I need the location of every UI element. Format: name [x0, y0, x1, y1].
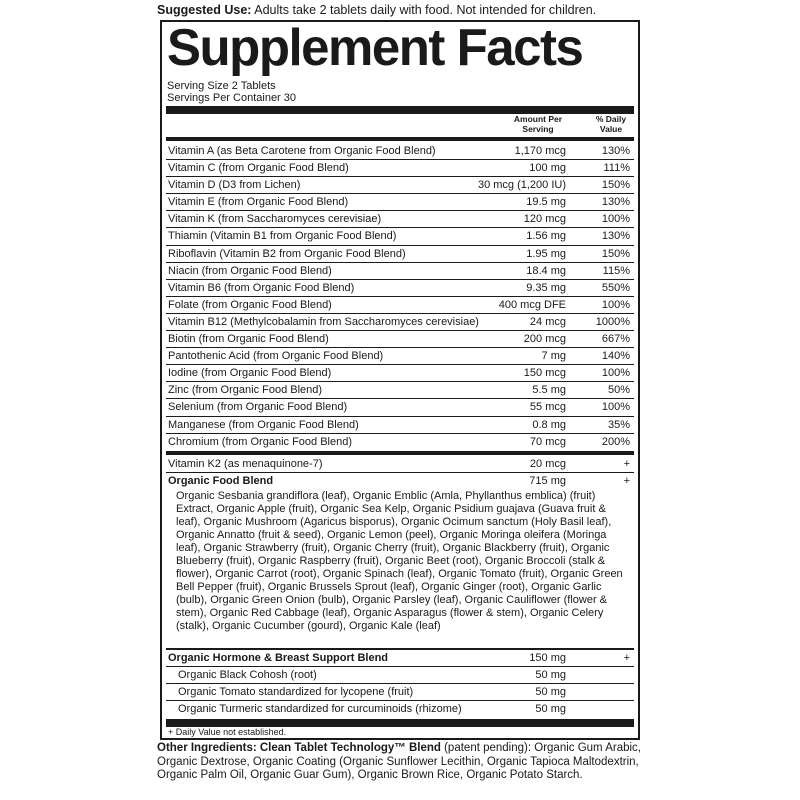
row-amount: 24 mcg — [529, 315, 566, 328]
row-amount: 9.35 mg — [526, 281, 566, 294]
table-row — [166, 701, 634, 718]
row-name: Folate (from Organic Food Blend) — [168, 298, 332, 311]
other-ingredients-text: (patent pending): Organic Gum Arabic, Organic Dextrose, Organic Coating (Organic Sunflower Lecithin, Organic Tapioca Maltodextrin, Organic Palm Oil, Organic Guar Gum), Organic Brown Rice, Organic Potato Starch. — [157, 742, 641, 781]
hormone-items — [166, 667, 634, 718]
row-dv: 130% — [601, 145, 630, 157]
table-row — [166, 348, 634, 365]
row-name: Organic Turmeric standardized for curcuminoids (rhizome) — [178, 703, 462, 716]
row-amount: 50 mg — [535, 669, 566, 682]
row-name: Vitamin A (as Beta Carotene from Organic Food Blend) — [168, 145, 436, 157]
row-name: Vitamin C (from Organic Food Blend) — [168, 162, 349, 175]
row-dv: 111% — [603, 162, 630, 175]
table-row — [166, 314, 634, 331]
hormone-block — [166, 650, 634, 718]
row-name: Organic Black Cohosh (root) — [178, 669, 317, 682]
row-name: Riboflavin (Vitamin B2 from Organic Food Blend) — [168, 247, 406, 260]
table-row — [166, 331, 634, 348]
table-row — [166, 434, 634, 451]
row-amount: 1.95 mg — [526, 247, 566, 260]
serving-info — [167, 80, 296, 104]
row-amount: 1,170 mcg — [514, 145, 566, 157]
panel-title: Supplement Facts — [167, 19, 583, 77]
medium-divider-2 — [166, 451, 634, 455]
row-name: Organic Tomato standardized for lycopene (fruit) — [178, 686, 414, 699]
row-amount: 120 mcg — [523, 213, 566, 226]
row-amount: 70 mcg — [529, 435, 566, 448]
row-amount: 200 mcg — [523, 333, 566, 346]
row-dv: 200% — [601, 435, 630, 448]
row-amount: 100 mg — [529, 162, 566, 175]
row-name: Vitamin B12 (Methylcobalamin from Saccharomyces cerevisiae) — [168, 315, 479, 328]
row-dv: 130% — [601, 230, 630, 243]
row-name: Manganese (from Organic Food Blend) — [168, 418, 359, 431]
serving-size: Serving Size 2 Tablets — [167, 80, 276, 92]
table-row — [166, 246, 634, 263]
row-amount: 50 mg — [535, 703, 566, 716]
row-dv: 100% — [601, 298, 630, 311]
row-amount: 150 mcg — [523, 367, 566, 380]
table-row — [166, 667, 634, 684]
thick-divider-bottom — [166, 719, 634, 727]
table-row — [166, 211, 634, 228]
row-amount: 1.56 mg — [526, 230, 566, 243]
col-header-dv: % Daily Value — [595, 114, 627, 134]
suggested-use-label: Suggested Use: — [157, 3, 252, 17]
vitamin-table — [166, 143, 634, 451]
row-dv: 150% — [601, 247, 630, 260]
row-amount: 7 mg — [541, 350, 566, 363]
table-row — [166, 143, 634, 160]
hormone-blend-row: Organic Hormone & Breast Support Blend 150 mg + — [166, 650, 634, 667]
row-name: Vitamin B6 (from Organic Food Blend) — [168, 281, 355, 294]
table-row — [166, 263, 634, 280]
row-name: Thiamin (Vitamin B1 from Organic Food Blend) — [168, 230, 397, 243]
row-dv: 100% — [601, 367, 630, 380]
row-name: Vitamin E (from Organic Food Blend) — [168, 196, 349, 209]
row-amount: 0.8 mg — [532, 418, 566, 431]
servings-per-container: Servings Per Container 30 — [167, 92, 297, 104]
row-amount: 50 mg — [535, 686, 566, 699]
row-name: Chromium (from Organic Food Blend) — [168, 435, 353, 448]
row-amount: 30 mcg (1,200 IU) — [477, 179, 566, 192]
suggested-use-text: Adults take 2 tablets daily with food. Not intended for children. — [251, 3, 597, 17]
row-dv: 140% — [601, 350, 630, 363]
row-dv: 50% — [607, 384, 630, 397]
row-dv: 1000% — [595, 315, 630, 328]
row-name: Biotin (from Organic Food Blend) — [168, 333, 329, 346]
row-dv: 100% — [601, 401, 630, 414]
other-ingredients — [157, 742, 647, 783]
row-name: Vitamin D (D3 from Lichen) — [168, 179, 301, 192]
row-amount: 55 mcg — [529, 401, 566, 414]
food-blend-ingredients: Organic Sesbania grandiflora (leaf), Organic Emblic (Amla, Phyllanthus emblica) (fruit) Extract, Organic Apple (fruit), Organic Sea Kelp, Organic Psidium guajava (Guava fruit & leaf), Organic Mushroom (Agaricus bisporus), Organic Ocimum sanctum (Holy Basil leaf), Organic Annatto (fruit & seed), Organic Lemon (peel), Organic Moringa oleifera (Moringa leaf), Organic Strawberry (fruit), Organic Cherry (fruit), Organic Blackberry (fruit), Organic Blueberry (fruit), Organic Raspberry (fruit), Organic Beet (root), Organic Broccoli (stalk & flower), Organic Carrot (root), Organic Spinach (leaf), Organic Tomato (fruit), Organic Green Bell Pepper (fruit), Organic Brussels Sprout (leaf), Organic Ginger (root), Organic Garlic (bulb), Organic Green Onion (bulb), Organic Parsley (leaf), Organic Cauliflower (flower & stem), Organic Red Cabbage (leaf), Organic Asparagus (flower & stem), Organic Celery (stalk), Organic Cucumber (gourd), Organic Kale (leaf) — [176, 490, 623, 632]
row-amount: 19.5 mg — [526, 196, 566, 209]
row-dv: 150% — [601, 179, 630, 192]
table-row — [166, 417, 634, 434]
table-row — [166, 365, 634, 382]
food-blend-row: Organic Food Blend 715 mg + — [168, 475, 630, 488]
row-name: Selenium (from Organic Food Blend) — [168, 401, 348, 414]
table-row — [166, 177, 634, 194]
footnote: + Daily Value not established. — [168, 727, 287, 737]
table-row — [166, 399, 634, 416]
table-row — [166, 382, 634, 399]
table-row: Vitamin K2 (as menaquinone-7) 20 mcg + — [166, 456, 634, 473]
other-ingredients-label: Other Ingredients: Clean Tablet Technology™ Blend — [157, 742, 441, 754]
row-amount: 400 mcg DFE — [498, 298, 566, 311]
table-row — [166, 684, 634, 701]
k2-block — [166, 456, 634, 490]
row-name: Pantothenic Acid (from Organic Food Blend) — [168, 350, 384, 363]
table-row — [166, 160, 634, 177]
thick-divider — [166, 106, 634, 114]
table-row — [166, 228, 634, 245]
row-dv: 550% — [601, 281, 630, 294]
row-name: Zinc (from Organic Food Blend) — [168, 384, 323, 397]
row-dv: 100% — [601, 213, 630, 226]
col-header-amount: Amount Per Serving — [513, 114, 563, 134]
medium-divider — [166, 137, 634, 141]
row-name: Vitamin K (from Saccharomyces cerevisiae) — [168, 213, 382, 226]
table-row — [166, 194, 634, 211]
row-name: Iodine (from Organic Food Blend) — [168, 367, 332, 380]
row-amount: 18.4 mg — [526, 264, 566, 277]
row-amount: 5.5 mg — [532, 384, 566, 397]
table-row — [166, 280, 634, 297]
table-row — [166, 297, 634, 314]
supplement-facts-panel — [160, 20, 640, 740]
row-dv: 667% — [601, 333, 630, 346]
row-dv: 35% — [607, 418, 630, 431]
row-name: Niacin (from Organic Food Blend) — [168, 264, 332, 277]
row-dv: 115% — [602, 264, 630, 277]
row-dv: 130% — [601, 196, 630, 209]
